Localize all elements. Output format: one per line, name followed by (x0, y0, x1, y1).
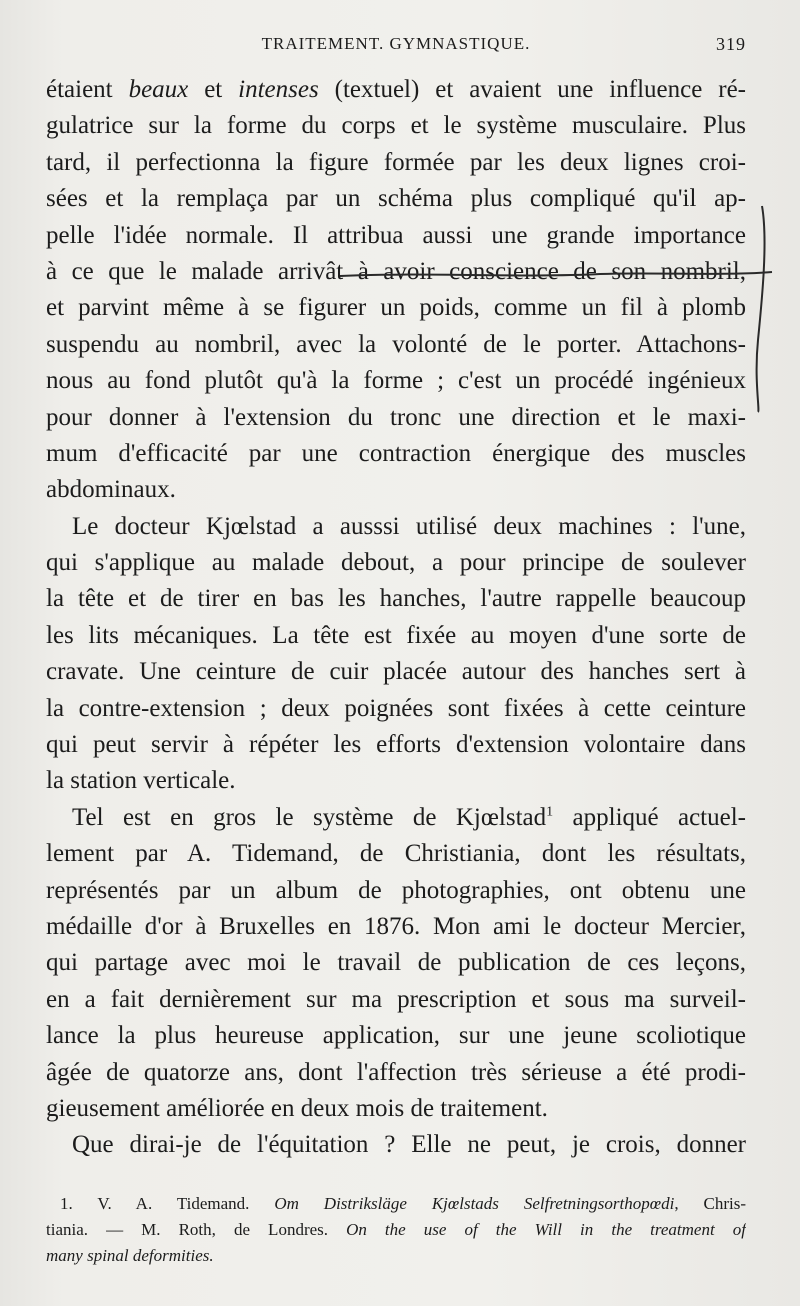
text-line: lement par A. Tidemand, de Christiania, dont les résultats, (46, 840, 746, 868)
text-line: suspendu au nombril, avec la volonté de le porter. Attachons- (46, 330, 746, 358)
text-line: abdominaux. (46, 476, 176, 504)
italic-title: many spinal deformities. (46, 1246, 214, 1265)
footnote-marker: 1 (546, 804, 554, 820)
text-line: âgée de quatorze ans, dont l'affection très sérieuse a été prodi- (46, 1058, 746, 1086)
text-line: la station verticale. (46, 767, 236, 795)
text-line: mum d'efficacité par une contraction énergique des muscles (46, 439, 746, 467)
text-span: tiania. — M. Roth, de Londres. (46, 1220, 347, 1239)
text-line: en a fait dernièrement sur ma prescription et sous ma surveil- (46, 985, 746, 1013)
text-line: Le docteur Kjœlstad a ausssi utilisé deux machines : l'une, (72, 512, 746, 540)
text-line: tard, il perfectionna la figure formée par les deux lignes croi- (46, 148, 746, 176)
text-span: et (188, 76, 239, 103)
footnotes (46, 1191, 746, 1269)
text-line: à ce que le malade arrivât à avoir conscience de son nombril, (46, 257, 746, 285)
italic-word: beaux (128, 76, 189, 103)
text-line: qui s'applique au malade debout, a pour principe de soulever (46, 549, 746, 577)
page-header (46, 34, 746, 60)
running-title: TRAITEMENT. GYMNASTIQUE. (261, 34, 531, 53)
body-text (46, 72, 746, 1164)
text-span: , Chris- (674, 1194, 746, 1213)
text-line: pelle l'idée normale. Il attribua aussi une grande importance (46, 221, 746, 249)
text-span: étaient (46, 76, 129, 103)
text-line: Que dirai-je de l'équitation ? Elle ne peut, je crois, donner (72, 1131, 746, 1159)
text-line: sées et la remplaça par un schéma plus compliqué qu'il ap- (46, 185, 746, 213)
footnote-line (46, 1191, 746, 1217)
text-line: pour donner à l'extension du tronc une direction et le maxi- (46, 403, 746, 431)
text-line: qui peut servir à répéter les efforts d'extension volontaire dans (46, 731, 746, 759)
margin-bracket-stroke (757, 206, 765, 412)
page-number: 319 (716, 34, 746, 54)
text-line: représentés par un album de photographies, ont obtenu une (46, 876, 746, 904)
text-line: lance la plus heureuse application, sur une jeune scoliotique (46, 1022, 746, 1050)
text-line: la tête et de tirer en bas les hanches, l'autre rappelle beaucoup (46, 585, 746, 613)
text-line (46, 72, 746, 108)
text-line: cravate. Une ceinture de cuir placée autour des hanches sert à (46, 658, 746, 686)
footnote-line (46, 1243, 746, 1269)
text-line: gieusement améliorée en deux mois de traitement. (46, 1094, 548, 1122)
text-span: 1. V. A. Tidemand. (60, 1194, 275, 1213)
text-line: les lits mécaniques. La tête est fixée au moyen d'une sorte de (46, 621, 746, 649)
italic-title: On the use of the Will in the treatment of (346, 1220, 746, 1239)
text-line (46, 800, 746, 836)
text-line: médaille d'or à Bruxelles en 1876. Mon ami le docteur Mercier, (46, 912, 746, 940)
text-line: nous au fond plutôt qu'à la forme ; c'est un procédé ingénieux (46, 367, 746, 395)
text-line: qui partage avec moi le travail de publication de ces leçons, (46, 949, 746, 977)
italic-title: Om Distriksläge Kjœlstads Selfretningsorthopœdi (274, 1194, 675, 1213)
text-span: (textuel) et avaient une influence ré- (318, 76, 746, 103)
text-span: appliqué actuel- (553, 803, 746, 831)
text-line: et parvint même à se figurer un poids, comme un fil à plomb (46, 294, 746, 322)
text-line: gulatrice sur la forme du corps et le système musculaire. Plus (46, 112, 746, 140)
footnote-line (46, 1217, 746, 1243)
italic-word: intenses (238, 76, 319, 103)
text-span: Tel est en gros le système de Kjœlstad (72, 803, 547, 831)
text-line: la contre-extension ; deux poignées sont fixées à cette ceinture (46, 694, 746, 722)
